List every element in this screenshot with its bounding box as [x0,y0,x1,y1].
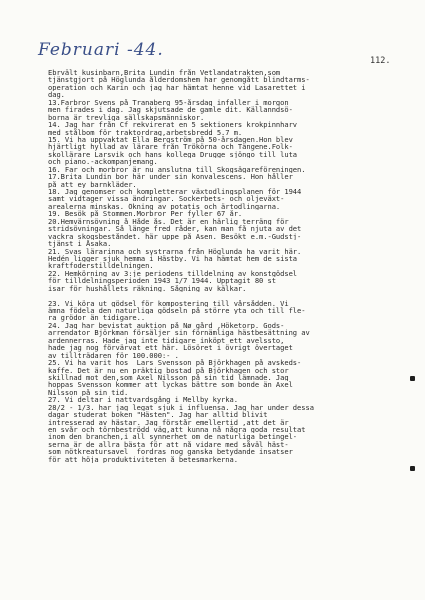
text-line: kaffe. Det är nu en präktig bostad på Björkhagen och stor [48,366,289,374]
punch-hole-mark [410,466,415,471]
text-line: som nötkreatursavel fordras nog ganska betydande insatser [48,448,293,456]
page-heading: Februari -44. [38,40,164,60]
text-line: 22. Hemkörning av 3:je periodens tilldelning av konstgödsel [48,269,298,278]
text-line: Nilsson på sin tid. [48,388,129,397]
text-line: Hedén ligger sjuk hemma i Hästby. Vi ha hämtat hem de sista [48,254,298,263]
text-line: intresserad av hästar. Jag förstår emellertid ,att det är [48,418,289,426]
text-line: 13.Farbror Svens på Tranaberg 95-årsdag infaller i morgon [48,98,289,107]
text-line: 27. Vi deltar i nattvardsgång i Mellby kyrka. [48,396,238,404]
punch-hole-mark [410,376,415,381]
text-line: 17.Brita Lundin bor här under sin konvalescens. Hon håller [48,173,293,181]
text-line: vackra skogsbeståndet. här uppe på Asen. Besökt e.m.-Gudstj- [48,232,302,241]
diary-text [48,69,410,463]
text-line: av tillträdaren för 100.000:- . [48,351,179,360]
text-line: för tilldelningsperioden 1943 1/7 1944. Upptagit 80 st [48,277,276,285]
text-line: 18. Jag genomser och kompletterar växtodlingsplanen för 1944 [48,188,302,196]
text-line: och piano.-ackompanjemang. [48,158,158,166]
text-line: tjänst i Åsaka. [48,240,112,248]
text-line: isar för hushållets räkning. Sågning av kälkar. [48,284,247,293]
text-line: dagar studerat boken "Hästen". Jag har alltid blivit [48,411,268,419]
text-line: arrendator Björkman försäljer sin förnämliga hästbesättning av [48,329,310,337]
text-line: hjärtligt hyllad av lärare från Trökörna och Tängene.Folk- [48,143,293,151]
text-line: stridsövningar. Så länge fred råder, kan man få njuta av det [48,225,302,233]
text-line: 24. Jag har bevistat auktion på Nø gård ,Höketorp. Gods- [48,321,285,330]
text-line: en svår och törnbeströdd väg,att kunna nå några goda resultat [48,426,306,434]
text-line: på att ey barnkläder. [48,180,137,188]
page-number: 112. [370,56,391,66]
text-line: 21. Svas lärarinna och systrarna från Höglunda ha varit här. [48,247,302,255]
text-line: 14. Jag har från Cf rekvirerat en 5 sektioners krokpinnharv [48,121,298,129]
text-line: 25. Vi ha varit hos Lars Svensson på Björkhagen på avskeds- [48,359,302,367]
text-line: 28/2 - 1/3. har jag legat sjuk i influensa. Jag har under dessa [48,403,314,412]
text-line: för att höja produktiviteten å betesmarkerna. [48,455,238,464]
text-line: hoppas Svensson kommer att lyckas bättre som bonde än Axel [48,381,293,389]
text-line: 16. Far och morbror är nu anslutna till Skogsägareföreningen. [48,165,306,174]
text-line: med stålbom för traktordrag,arbetsbredd 5.7 m. [48,128,243,136]
text-line: ardennerras. Hade jag inte tidigare inköpt ett avelssto, [48,336,285,345]
text-line: men firades i dag. Jag skjutsade de gamle dit. Källanndsö- [48,106,293,114]
text-line: arealerna minskas. Ökning av potatis och ärtodlingarna. [48,202,281,211]
text-line: samt vidtager vissa ändringar. Sockerbets- och oljeväxt- [48,195,285,203]
text-line: borna är trevliga sällskapsmänniskor. [48,113,205,122]
text-line: ämna födela den naturliga gödseln på större yta och till fle- [48,307,306,315]
text-line: ra grödor än tidigare.. [48,314,146,322]
text-line: dag. [48,91,65,99]
text-line: 15. Vi ha uppvaktat Ella Bergström på 50-årsdagen.Hon blev [48,135,293,144]
text-line: skollärare Larsvik och hans kollega Drugge sjöngo till luta [48,150,298,159]
text-line: operation och Karin och jag har hämtat henne vid Lasarettet i [48,83,306,92]
text-line: hade jag nog förvärvat ett här. Lösöret i övrigt övertaget [48,344,293,352]
text-line: skillnad mot den,som Axel Nilsson på sin tid lämnade. Jag [48,373,289,382]
text-line: tjänstgjort på Höglunda ålderdomshem har genomgått blindtarms- [48,76,310,84]
text-line: 20.Hemvärnsövning å Håde ås. Det är en härlig terräng för [48,217,289,226]
text-line: 19. Besök på Stommen.Morbror Per fyller 67 år. [48,210,243,218]
text-line: kraftfoderstilldelningen. [48,262,154,270]
text-line [48,292,410,299]
text-line: 23. Vi köra ut gödsel för kompostering till vårsådden. Vi [48,299,289,307]
text-line: serna är de allra bästa för att nå vidare med såväl häst- [48,440,289,449]
text-line: inom den branchen,i all synnerhet om de naturliga betingel- [48,433,298,441]
text-line: Ebrvält kusinbarn,Brita Lundin från Vetlandatrakten,som [48,69,281,77]
